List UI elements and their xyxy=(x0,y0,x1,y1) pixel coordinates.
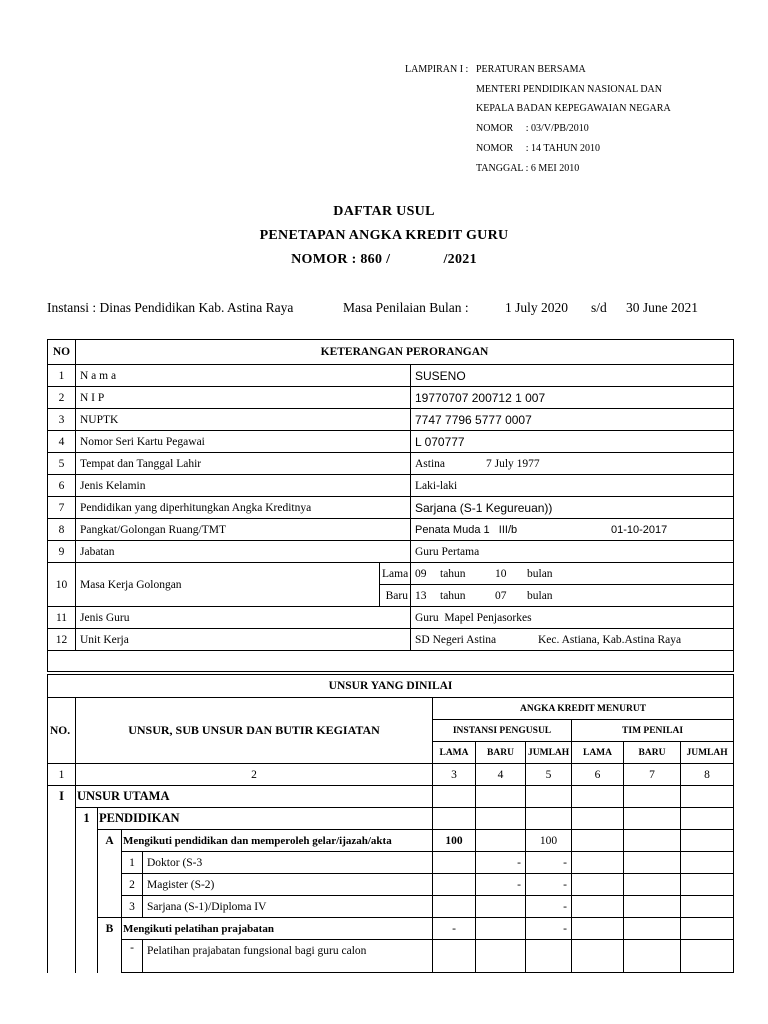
butir-label: Pelatihan prajabatan fungsional bagi guru calon xyxy=(143,940,433,973)
unsur-header-row-1 xyxy=(48,698,734,720)
nip-value: 19770707 200712 1 007 xyxy=(411,387,734,409)
butir-number: 1 xyxy=(122,852,143,874)
table-row xyxy=(48,365,734,387)
lampiran-line-1: PERATURAN BERSAMA xyxy=(476,64,586,75)
table-row xyxy=(48,607,734,629)
column-number: 3 xyxy=(433,764,476,786)
tempat-lahir: Astina xyxy=(415,457,446,470)
b-jumlah-value: - xyxy=(526,918,572,940)
lampiran-line-3: KEPALA BADAN KEPEGAWAIAN NEGARA xyxy=(476,103,671,114)
field-label: Jabatan xyxy=(76,541,411,563)
instansi-label: Instansi : Dinas Pendidikan Kab. Astina Raya xyxy=(47,300,294,315)
keterangan-header: KETERANGAN PERORANGAN xyxy=(76,340,734,365)
butir-row xyxy=(48,940,734,973)
unit-kerja-value xyxy=(411,629,734,651)
pendidikan-number: 1 xyxy=(76,808,98,830)
sub-unsur-b-label: Mengikuti pelatihan prajabatan xyxy=(122,918,433,940)
table-row xyxy=(48,563,734,585)
tim-penilai-header: TIM PENILAI xyxy=(572,720,734,742)
sub-unsur-b-row xyxy=(48,918,734,940)
sub-unsur-b-letter: B xyxy=(98,918,122,940)
title-nomor: NOMOR : 860 / /2021 xyxy=(291,252,477,267)
title-penetapan: PENETAPAN ANGKA KREDIT GURU xyxy=(259,228,509,243)
field-label: Jenis Kelamin xyxy=(76,475,411,497)
column-number-row xyxy=(48,764,734,786)
col-no-header: NO xyxy=(48,340,76,365)
spacer-row xyxy=(48,651,734,672)
pendidikan-row xyxy=(48,808,734,830)
row-number: 2 xyxy=(48,387,76,409)
field-label: Nomor Seri Kartu Pegawai xyxy=(76,431,411,453)
section-roman-numeral: I xyxy=(48,786,76,808)
masa-penilaian-end: 30 June 2021 xyxy=(626,300,698,315)
masa-kerja-baru-value xyxy=(411,585,734,607)
column-number: 4 xyxy=(476,764,526,786)
table-row xyxy=(48,519,734,541)
unsur-title: UNSUR YANG DINILAI xyxy=(48,675,734,698)
bulan-unit: bulan xyxy=(527,589,553,602)
table-row xyxy=(48,387,734,409)
column-number: 2 xyxy=(76,764,433,786)
lama-bulan: 10 xyxy=(495,567,507,580)
spacer-cell xyxy=(48,651,734,672)
field-label: N a m a xyxy=(76,365,411,387)
field-label: Tempat dan Tanggal Lahir xyxy=(76,453,411,475)
row-number: 3 xyxy=(48,409,76,431)
unsur-utama-row xyxy=(48,786,734,808)
lampiran-line-6: TANGGAL : 6 MEI 2010 xyxy=(476,163,580,174)
field-label: Masa Kerja Golongan xyxy=(76,563,380,607)
pangkat-value xyxy=(411,519,734,541)
nama-value: SUSENO xyxy=(411,365,734,387)
butir-jumlah: - xyxy=(526,874,572,896)
baru-bulan: 07 xyxy=(495,589,507,602)
table-row xyxy=(48,453,734,475)
column-number: 1 xyxy=(48,764,76,786)
lampiran-line-2: MENTERI PENDIDIKAN NASIONAL DAN xyxy=(476,84,663,95)
bulan-unit: bulan xyxy=(527,567,553,580)
a-jumlah-value: 100 xyxy=(526,830,572,852)
karpeg-value: L 070777 xyxy=(411,431,734,453)
baru-header: BARU xyxy=(624,742,681,764)
butir-baru xyxy=(476,896,526,918)
row-number: 10 xyxy=(48,563,76,607)
masa-penilaian-sd: s/d xyxy=(591,300,607,315)
butir-jumlah: - xyxy=(526,896,572,918)
ttl-value xyxy=(411,453,734,475)
unsur-table xyxy=(47,674,734,973)
butir-number: 2 xyxy=(122,874,143,896)
lampiran-line-4: NOMOR : 03/V/PB/2010 xyxy=(476,123,589,134)
personal-header-row xyxy=(48,340,734,365)
butir-baru: - xyxy=(476,852,526,874)
field-label: N I P xyxy=(76,387,411,409)
tanggal-lahir: 7 July 1977 xyxy=(486,457,540,470)
field-label: Unit Kerja xyxy=(76,629,411,651)
row-number: 4 xyxy=(48,431,76,453)
jumlah-header: JUMLAH xyxy=(526,742,572,764)
row-number: 9 xyxy=(48,541,76,563)
unit-kerja-location: Kec. Astiana, Kab.Astina Raya xyxy=(538,633,682,646)
field-label: Pangkat/Golongan Ruang/TMT xyxy=(76,519,411,541)
masa-penilaian-start: 1 July 2020 xyxy=(505,300,569,315)
tahun-unit: tahun xyxy=(440,567,466,580)
butir-row xyxy=(48,874,734,896)
field-label: NUPTK xyxy=(76,409,411,431)
butir-label: Magister (S-2) xyxy=(143,874,433,896)
sub-unsur-a-letter: A xyxy=(98,830,122,852)
row-number: 6 xyxy=(48,475,76,497)
lampiran-label: LAMPIRAN I : xyxy=(405,64,469,75)
butir-row xyxy=(48,852,734,874)
row-number: 8 xyxy=(48,519,76,541)
butir-baru: - xyxy=(476,874,526,896)
table-row xyxy=(48,497,734,519)
row-number: 11 xyxy=(48,607,76,629)
butir-number: - xyxy=(122,940,143,973)
title-daftar-usul: DAFTAR USUL xyxy=(333,204,435,219)
table-row xyxy=(48,629,734,651)
column-number: 7 xyxy=(624,764,681,786)
row-number: 12 xyxy=(48,629,76,651)
table-row xyxy=(48,431,734,453)
tmt-date: 01-10-2017 xyxy=(611,523,668,536)
column-number: 6 xyxy=(572,764,624,786)
masa-kerja-lama-value xyxy=(411,563,734,585)
row-number: 7 xyxy=(48,497,76,519)
jabatan-value: Guru Pertama xyxy=(411,541,734,563)
butir-label: Doktor (S-3 xyxy=(143,852,433,874)
unsur-title-row xyxy=(48,675,734,698)
butir-number: 3 xyxy=(122,896,143,918)
tahun-unit: tahun xyxy=(440,589,466,602)
baru-tahun: 13 xyxy=(415,589,427,602)
butir-jumlah: - xyxy=(526,852,572,874)
pangkat-golongan: Penata Muda 1 III/b xyxy=(415,523,518,536)
row-number: 5 xyxy=(48,453,76,475)
a-lama-value: 100 xyxy=(433,830,476,852)
sub-unsur-a-label: Mengikuti pendidikan dan memperoleh gelar/ijazah/akta xyxy=(122,830,433,852)
jenis-guru-value: Guru Mapel Penjasorkes xyxy=(411,607,734,629)
instansi-pengusul-header: INSTANSI PENGUSUL xyxy=(433,720,572,742)
table-row xyxy=(48,475,734,497)
lama-tahun: 09 xyxy=(415,567,427,580)
angka-kredit-header: ANGKA KREDIT MENURUT xyxy=(433,698,734,720)
masa-kerja-baru-label: Baru xyxy=(380,585,411,607)
field-label: Pendidikan yang diperhitungkan Angka Kreditnya xyxy=(76,497,411,519)
field-label: Jenis Guru xyxy=(76,607,411,629)
unsur-no-header: NO. xyxy=(48,698,76,764)
column-number: 8 xyxy=(681,764,734,786)
unit-kerja-name: SD Negeri Astina xyxy=(415,633,497,646)
butir-row xyxy=(48,896,734,918)
b-lama-value: - xyxy=(433,918,476,940)
nuptk-value: 7747 7796 5777 0007 xyxy=(411,409,734,431)
lampiran-line-5: NOMOR : 14 TAHUN 2010 xyxy=(476,143,601,154)
masa-penilaian-label: Masa Penilaian Bulan : xyxy=(343,300,469,315)
unsur-desc-header: UNSUR, SUB UNSUR DAN BUTIR KEGIATAN xyxy=(76,698,433,764)
baru-header: BARU xyxy=(476,742,526,764)
table-row xyxy=(48,541,734,563)
sub-unsur-a-row xyxy=(48,830,734,852)
jenis-kelamin-value: Laki-laki xyxy=(411,475,734,497)
column-number: 5 xyxy=(526,764,572,786)
butir-label: Sarjana (S-1)/Diploma IV xyxy=(143,896,433,918)
table-row xyxy=(48,409,734,431)
pendidikan-label: PENDIDIKAN xyxy=(98,808,433,830)
jumlah-header: JUMLAH xyxy=(681,742,734,764)
pendidikan-value: Sarjana (S-1 Kegureuan)) xyxy=(411,497,734,519)
row-number: 1 xyxy=(48,365,76,387)
personal-info-table xyxy=(47,339,734,672)
unsur-utama-label: UNSUR UTAMA xyxy=(76,786,433,808)
lama-header: LAMA xyxy=(572,742,624,764)
masa-kerja-lama-label: Lama xyxy=(380,563,411,585)
lama-header: LAMA xyxy=(433,742,476,764)
